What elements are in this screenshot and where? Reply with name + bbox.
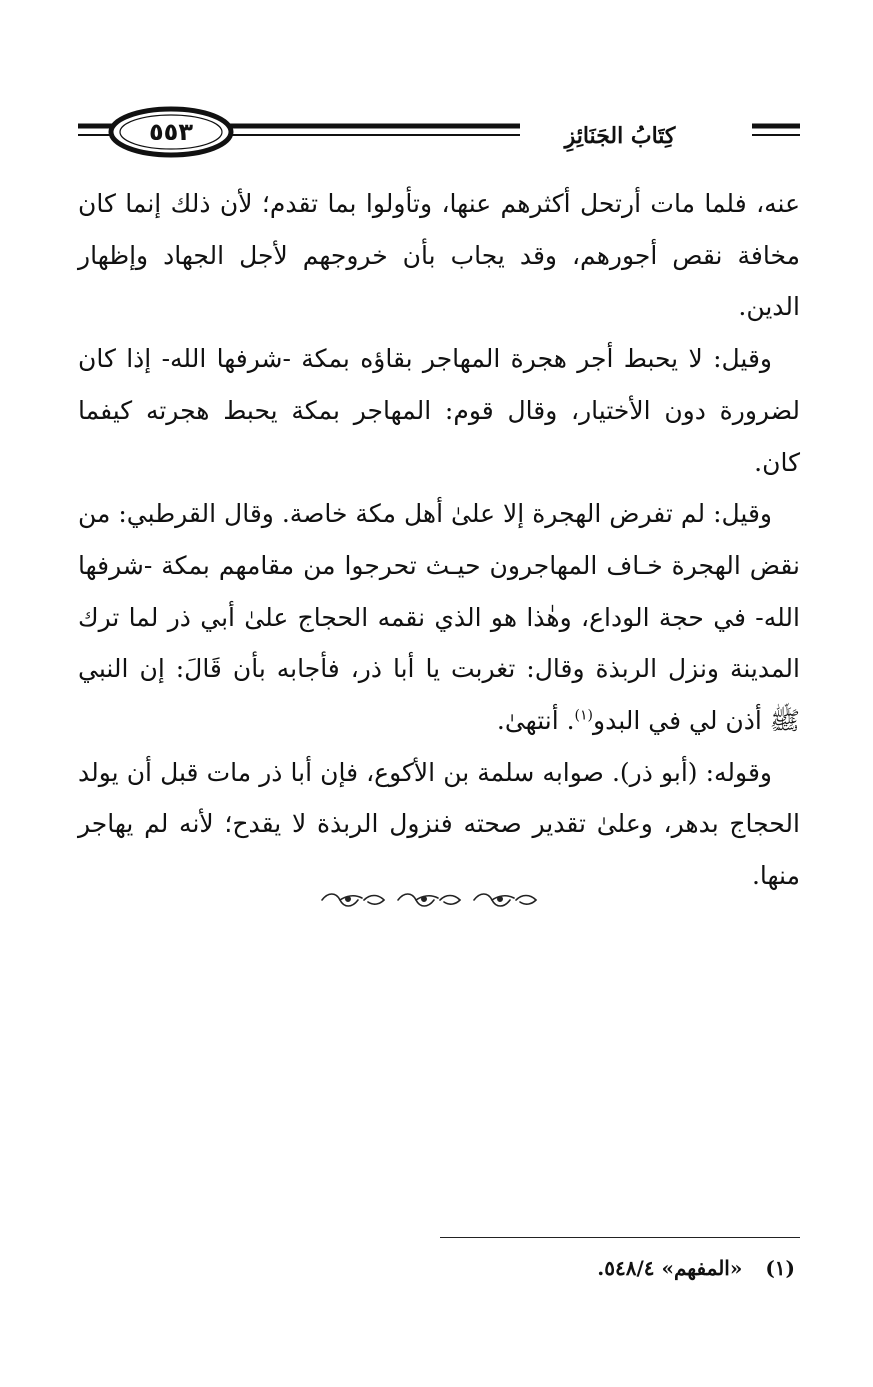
footnote-reference[interactable]: (١) [574, 707, 594, 724]
paragraph-3 [78, 488, 800, 747]
chapter-title: كِتَابُ الجَنَائِزِ [520, 118, 720, 154]
page-header [72, 104, 800, 160]
page-number: ٥٥٣ [149, 118, 193, 146]
paragraph-1: عنه، فلما مات أرتحل أكثرهم عنها، وتأولوا بما تقدم؛ لأن ذلك إنما كان مخافة نقص أجورهم، وقد يجاب بأن خروجهم لأجل الجهاد وإظهار الدين. [78, 189, 800, 322]
footnote [440, 1250, 795, 1286]
paragraph-3-main: وقيل: لم تفرض الهجرة إلا علىٰ أهل مكة خاصة. وقال القرطبي: من نقض الهجرة خـاف المهاجرون حيـث تحرجوا من مقامهم بمكة -شرفها الله- في حجة الوداع، وهٰذا هو الذي نقمه الحجاج علىٰ أبي ذر لما ترك المدينة ونزل الربذة وقال: تغربت يا أبا ذر، فأجابه بأن قَالَ: إن النبي ﷺ أذن لي في البدو [78, 499, 800, 736]
paragraph-3-tail: . أنتهىٰ. [496, 706, 575, 736]
ornament-divider-icon [318, 888, 546, 912]
footnote-text: «المفهم» ٥٤٨/٤. [597, 1256, 743, 1280]
paragraph-2: وقيل: لا يحبط أجر هجرة المهاجر بقاؤه بمكة -شرفها الله- إذا كان لضرورة دون الأختيار، وقال قوم: المهاجر بمكة يحبط هجرته كيفما كان. [78, 344, 800, 477]
footnote-divider [440, 1237, 800, 1238]
footnote-number: (١) [765, 1256, 795, 1280]
paragraph-4: وقوله: (أبو ذر). صوابه سلمة بن الأكوع، فإن أبا ذر مات قبل أن يولد الحجاج بدهر، وعلىٰ تقدير صحته فنزول الربذة لا يقدح؛ لأنه لم يهاجر منها. [78, 757, 800, 891]
main-text [78, 178, 800, 902]
